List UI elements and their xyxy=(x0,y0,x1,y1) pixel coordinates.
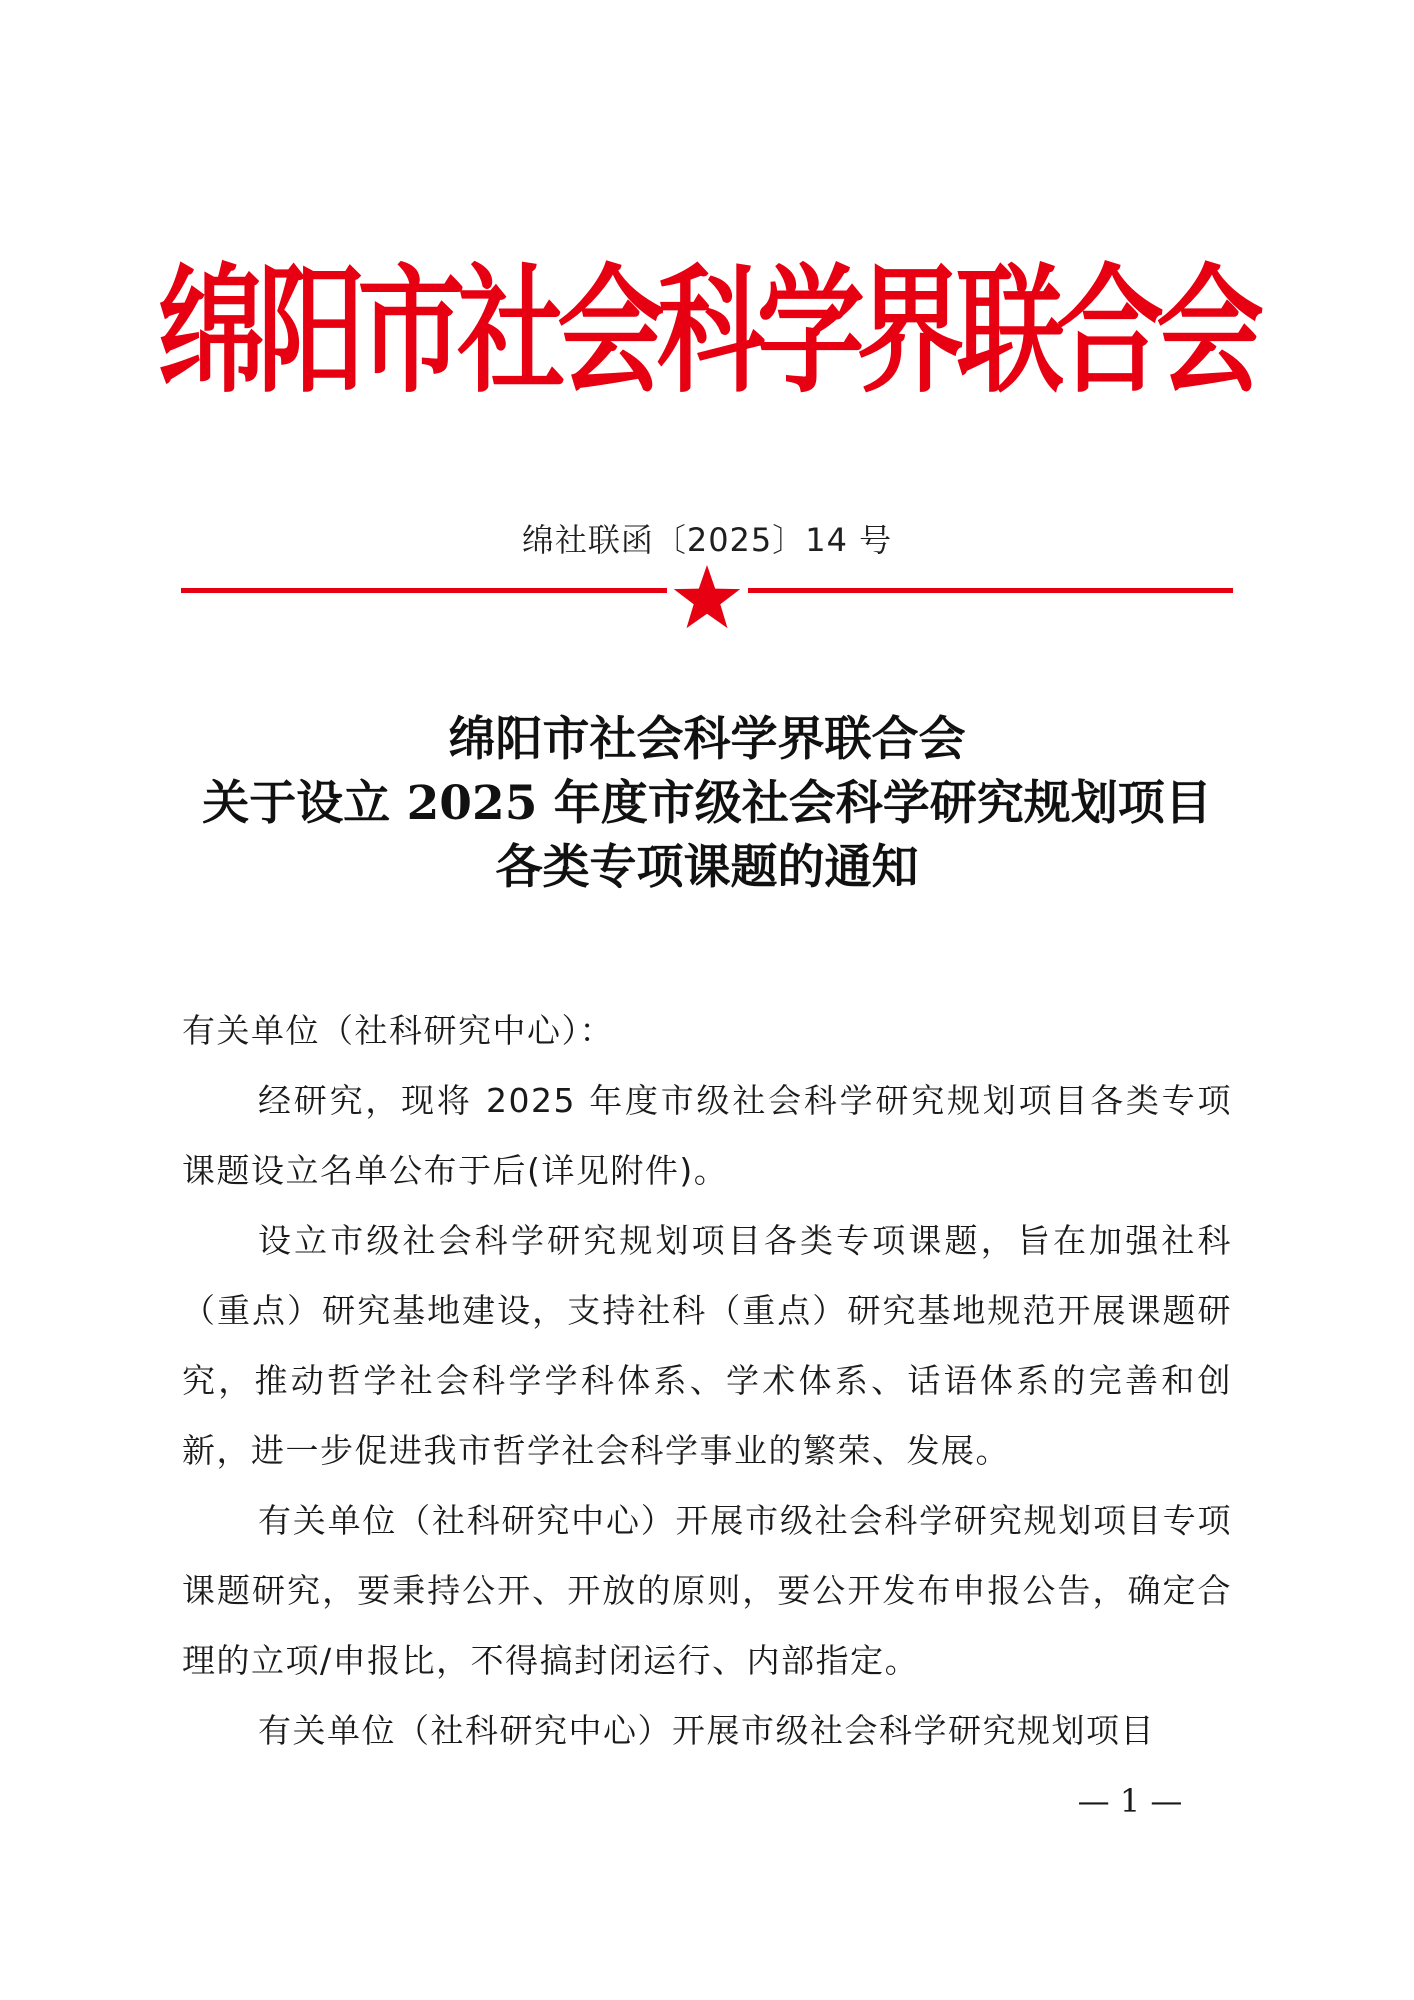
title-line-1: 绵阳市社会科学界联合会 xyxy=(448,712,966,767)
title-line-3: 各类专项课题的通知 xyxy=(495,840,919,895)
body-paragraph-3: 有关单位（社科研究中心）开展市级社会科学研究规划项目专项课题研究，要秉持公开、开放的原则，要公开发布申报公告，确定合理的立项/申报比，不得搞封闭运行、内部指定。 xyxy=(182,1501,1232,1680)
body-paragraph-4: 有关单位（社科研究中心）开展市级社会科学研究规划项目 xyxy=(258,1711,1155,1750)
body-paragraph-2: 设立市级社会科学研究规划项目各类专项课题，旨在加强社科（重点）研究基地建设，支持社科（重点）研究基地规范开展课题研究，推动哲学社会科学学科体系、学术体系、话语体系的完善和创新，进一步促进我市哲学社会科学事业的繁荣、发展。 xyxy=(182,1221,1232,1470)
page-number: — 1 — xyxy=(1077,1782,1183,1820)
star-shape xyxy=(674,565,740,628)
notice-body xyxy=(182,996,1232,1766)
salutation: 有关单位（社科研究中心）： xyxy=(182,1011,614,1050)
red-divider-left xyxy=(181,588,667,593)
masthead-org-name: 绵阳市社会科学界联合会 xyxy=(157,251,1257,412)
star-icon xyxy=(672,564,742,630)
red-divider-right xyxy=(748,588,1233,593)
title-line-2: 关于设立 2025 年度市级社会科学研究规划项目 xyxy=(202,776,1212,831)
document-number: 绵社联函〔2025〕14 号 xyxy=(521,521,893,559)
notice-title xyxy=(80,708,1334,900)
body-paragraph-1: 经研究，现将 2025 年度市级社会科学研究规划项目各类专项课题设立名单公布于后(详见附件)。 xyxy=(182,1081,1232,1190)
